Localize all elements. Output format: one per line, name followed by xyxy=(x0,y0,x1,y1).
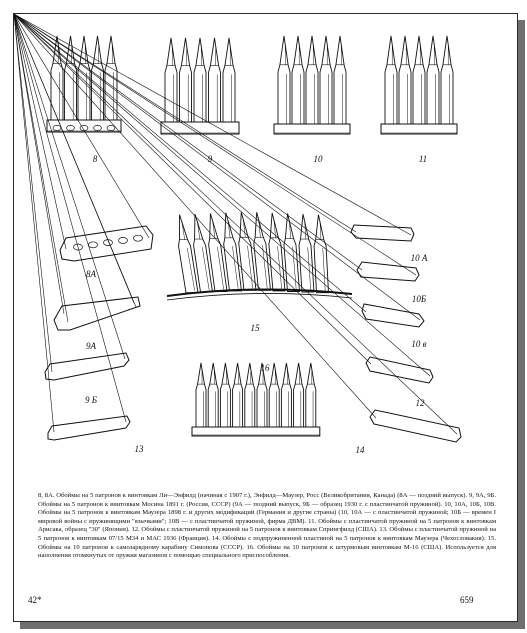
label-14: 14 xyxy=(355,445,365,455)
label-8a: 8А xyxy=(86,269,96,279)
label-10: 10 xyxy=(313,154,323,164)
clip-11 xyxy=(381,36,457,134)
label-8: 8 xyxy=(92,154,98,164)
label-13: 13 xyxy=(134,444,144,454)
label-15: 15 xyxy=(250,323,260,333)
label-12: 12 xyxy=(415,398,425,408)
clip-15 xyxy=(167,212,352,300)
page-number-right: 659 xyxy=(460,595,474,605)
figure-caption: 8, 8А. Обоймы на 5 патронов к винтовкам Ли—Энфилд (начиная с 1907 г.), Энфилд—Маузер, Росс (Великобритания, Канада) (8А — поздний выпуск). 9, 9А, 9Б. Обоймы на 5 патронов к винтовкам Мосина 1891 г. (Россия, СССР) (9А — поздний выпуск, 9Б — образец 1930 г. с пластинчатой пружиной). 10, 10А, 10Б, 10В. Обоймы на 5 патронов к винтовкам Маузера 1898 г. и других модификаций (Германия и другие страны) (10, 10А — с пластинчатой пружиной; 10Б — времен I мировой войны с пружинящими "язычками"; 10В — с пластинчатой пружиной, фирма ДВМ). 11. Обоймы с пластинчатой пружиной на 5 патронов к винтовкам Арисака, образец "30" (Япония). 12. Обоймы с пластинчатой пружиной на 5 патронов к винтовкам Спрингфилд (США). 13. Обоймы с пластинчатой пружиной на 5 патронов к винтовкам 07/15 М34 и МАС 1936 (Франция). 14. Обоймы с подпружиненной пластиной на 5 патронов к винтовкам Маузера (Чехословакия). 15. Обоймы на 10 патронов к самозарядному карабину Симонова (СССР). 16. Обоймы на 10 патронов к штурмовым винтовкам М-16 (США). Используется для наполнения отомкнутых от оружия магазинов с помощью специального приспособления. xyxy=(38,492,496,560)
label-9: 9 xyxy=(207,154,213,164)
clip-8 xyxy=(47,36,121,132)
label-10v: 10 в xyxy=(411,339,427,349)
label-9a: 9А xyxy=(86,341,96,351)
page-number-left: 42* xyxy=(28,595,42,605)
label-11: 11 xyxy=(418,154,428,164)
label-10b: 10Б xyxy=(411,294,427,304)
clip-10 xyxy=(274,36,350,134)
book-page xyxy=(13,13,518,622)
clip-14 xyxy=(192,363,320,436)
label-9b: 9 Б xyxy=(84,395,98,405)
label-10a: 10 А xyxy=(410,253,428,263)
label-16: 16 xyxy=(260,363,270,373)
clip-illustrations xyxy=(14,14,518,484)
clip-9 xyxy=(161,38,239,134)
